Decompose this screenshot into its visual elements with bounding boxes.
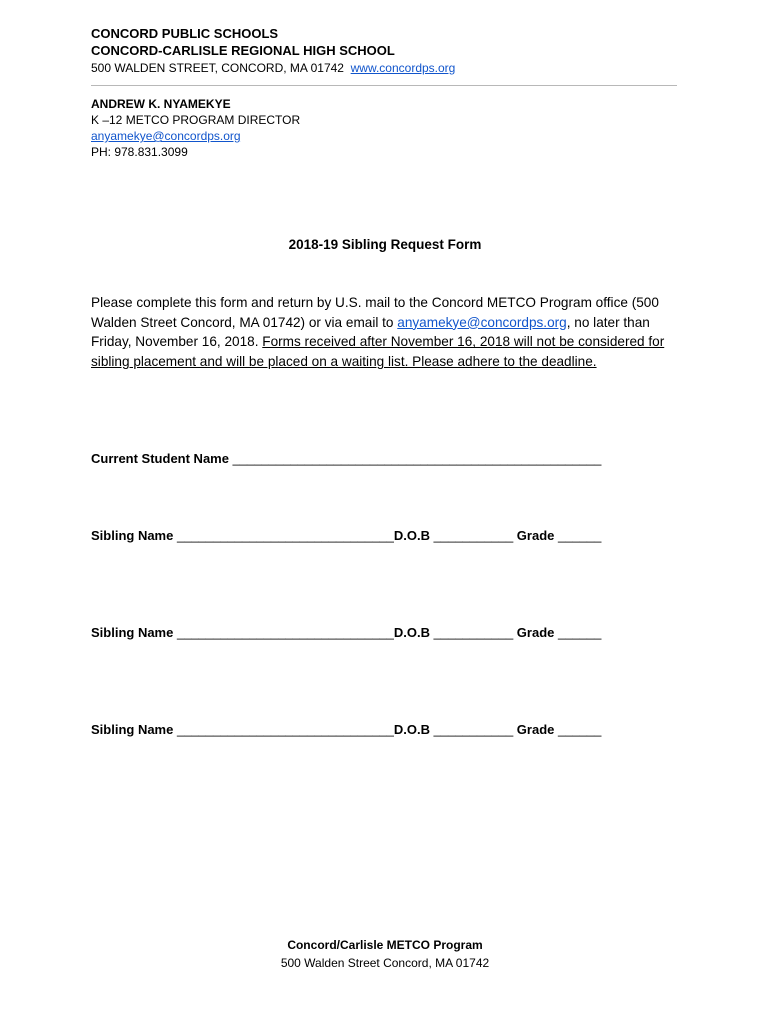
header-divider <box>91 85 677 86</box>
district-name: CONCORD PUBLIC SCHOOLS <box>91 26 279 41</box>
current-student-input[interactable]: ___________________________________________________ <box>232 451 602 466</box>
form-title: 2018-19 Sibling Request Form <box>288 237 482 252</box>
instructions-text-2: , no later than Friday, November 16, 2018. <box>91 314 650 350</box>
sibling-grade-label: Grade <box>516 528 555 543</box>
instructions-email-link[interactable]: anyamekye@concordps.org <box>397 314 567 330</box>
sibling-name-label: Sibling Name <box>91 625 174 640</box>
sibling-dob-label: D.O.B <box>393 528 431 543</box>
sibling-dob-input[interactable]: ___________ <box>433 528 514 543</box>
school-name: CONCORD-CARLISLE REGIONAL HIGH SCHOOL <box>91 43 395 58</box>
current-student-label: Current Student Name <box>91 451 229 466</box>
sibling-row <box>91 625 601 640</box>
footer-address: 500 Walden Street Concord, MA 01742 <box>280 956 490 970</box>
sibling-row <box>91 722 601 737</box>
footer-program: Concord/Carlisle METCO Program <box>287 938 483 952</box>
sibling-name-input[interactable]: ______________________________ <box>176 722 394 737</box>
sibling-dob-label: D.O.B <box>393 722 431 737</box>
sibling-grade-input[interactable]: ______ <box>558 722 602 737</box>
sibling-grade-label: Grade <box>516 722 555 737</box>
sibling-name-label: Sibling Name <box>91 528 174 543</box>
instructions-paragraph <box>91 293 691 372</box>
website-link[interactable]: www.concordps.org <box>350 61 456 75</box>
instructions-text-1: Please complete this form and return by U.S. mail to the Concord METCO Program office (500 Walden Street Concord, MA 01742) or via email to <box>91 295 659 330</box>
sibling-row <box>91 528 601 543</box>
sibling-name-label: Sibling Name <box>91 722 174 737</box>
school-address-line <box>91 60 455 76</box>
director-name: ANDREW K. NYAMEKYE <box>91 97 231 111</box>
director-phone: PH: 978.831.3099 <box>91 145 188 159</box>
director-email-link[interactable]: anyamekye@concordps.org <box>91 129 241 143</box>
sibling-name-input[interactable]: ______________________________ <box>176 625 394 640</box>
school-address: 500 WALDEN STREET, CONCORD, MA 01742 <box>91 61 344 75</box>
director-title: K –12 METCO PROGRAM DIRECTOR <box>91 113 301 127</box>
sibling-dob-input[interactable]: ___________ <box>433 722 514 737</box>
sibling-dob-label: D.O.B <box>393 625 431 640</box>
sibling-grade-input[interactable]: ______ <box>558 528 602 543</box>
sibling-dob-input[interactable]: ___________ <box>433 625 514 640</box>
current-student-field <box>91 451 601 466</box>
sibling-name-input[interactable]: ______________________________ <box>176 528 394 543</box>
deadline-notice: Forms received after November 16, 2018 will not be considered for sibling placement and will be placed on a waiting list. Please adhere to the deadline. <box>91 334 665 370</box>
sibling-grade-input[interactable]: ______ <box>558 625 602 640</box>
sibling-grade-label: Grade <box>516 625 555 640</box>
